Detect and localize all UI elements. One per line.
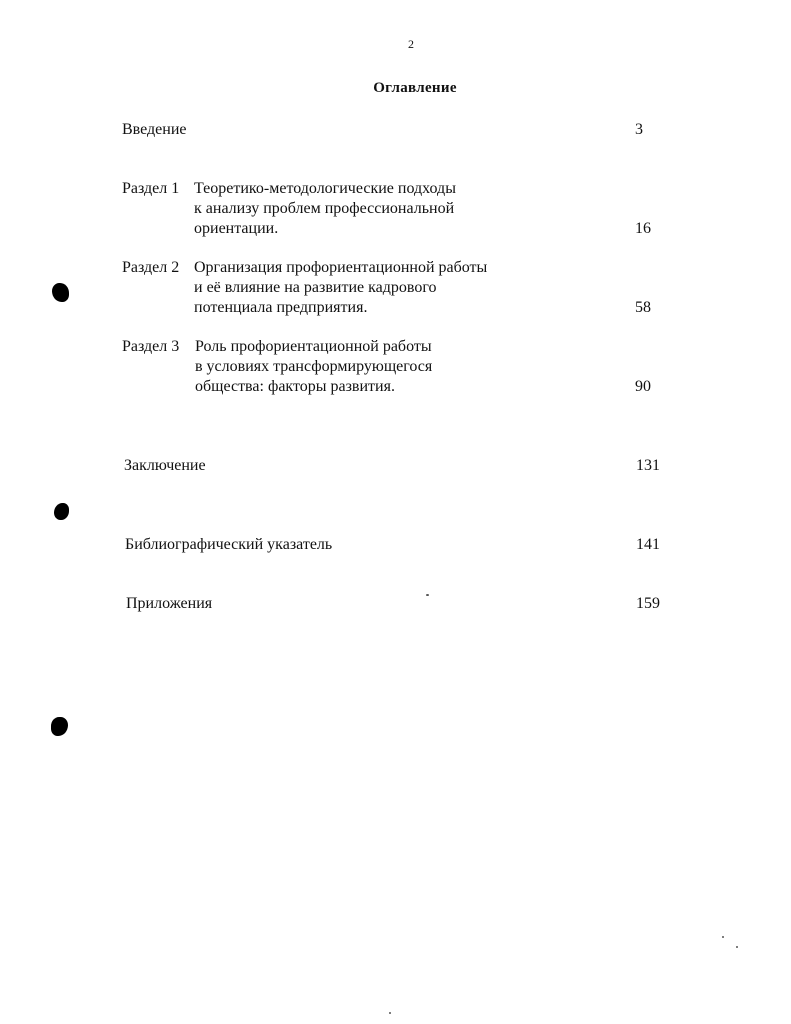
toc-text-section-2 [194, 258, 487, 318]
toc-text-section-1 [194, 179, 456, 239]
toc-label-section-1: Раздел 1 [122, 180, 180, 197]
page-number: 2 [408, 37, 414, 51]
toc-label-section-3: Раздел 3 [122, 338, 180, 355]
scan-speck [389, 1012, 391, 1014]
toc-line: к анализу проблем профессиональной [194, 200, 455, 217]
toc-entry-section-2 [122, 258, 662, 318]
toc-entry-section-3 [122, 337, 662, 397]
toc-entry-conclusion [124, 456, 664, 476]
punch-hole-mark [54, 503, 69, 520]
punch-hole-mark [51, 717, 68, 736]
toc-line: ориентации. [194, 220, 279, 237]
toc-page-section-1: 16 [635, 220, 651, 237]
toc-page-intro: 3 [635, 121, 643, 138]
toc-line: в условиях трансформирующегося [195, 358, 433, 375]
toc-label-intro: Введение [122, 121, 187, 138]
toc-line: Роль профориентационной работы [195, 338, 432, 355]
toc-page-section-3: 90 [635, 378, 651, 395]
toc-entry-bibliography [125, 535, 665, 555]
toc-entry-section-1 [122, 179, 662, 239]
punch-hole-mark [52, 283, 69, 302]
toc-line: общества: факторы развития. [195, 378, 395, 395]
scan-speck [722, 936, 724, 938]
toc-page-appendices: 159 [636, 595, 660, 612]
scan-speck [426, 594, 429, 596]
scan-speck [736, 946, 738, 948]
toc-page-section-2: 58 [635, 299, 651, 316]
toc-line: потенциала предприятия. [194, 299, 368, 316]
toc-line: Теоретико-методологические подходы [194, 180, 456, 197]
toc-line: и её влияние на развитие кадрового [194, 279, 437, 296]
toc-label-appendices: Приложения [126, 595, 213, 612]
toc-text-section-3 [195, 337, 432, 397]
toc-entry-intro [122, 120, 662, 140]
page-title: Оглавление [373, 80, 457, 96]
toc-label-section-2: Раздел 2 [122, 259, 180, 276]
toc-label-bibliography: Библиографический указатель [125, 536, 333, 553]
toc-entry-appendices [126, 594, 666, 614]
toc-page-bibliography: 141 [636, 536, 660, 553]
toc-label-conclusion: Заключение [124, 457, 206, 474]
toc-line: Организация профориентационной работы [194, 259, 488, 276]
toc-page-conclusion: 131 [636, 457, 660, 474]
